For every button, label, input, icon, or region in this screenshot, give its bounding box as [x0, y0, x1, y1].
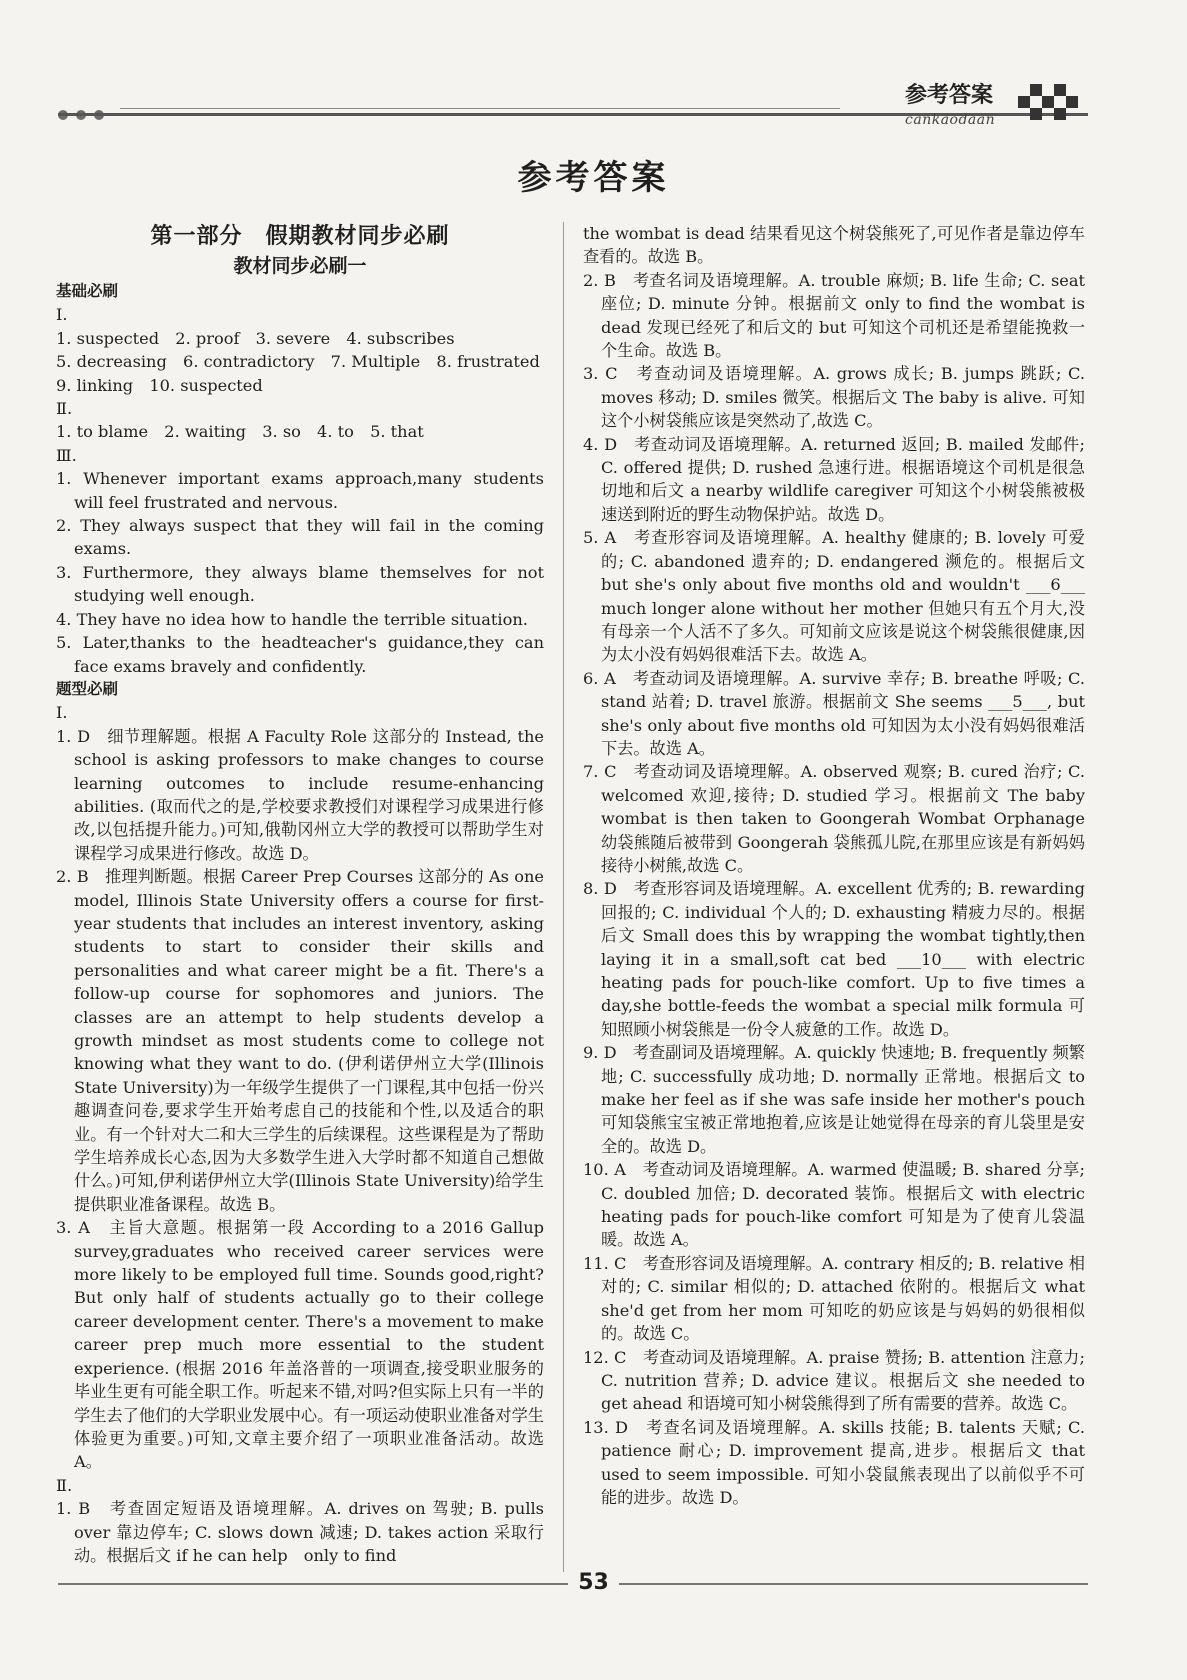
reading-answer: 1. D 细节理解题。根据 A Faculty Role 这部分的 Instead, the school is asking professors to make changes to course learning outcomes to include resume-enhancing abilities. (取而代之的是,学校要求教授们对课程学习成果进行修改,以包括提升能力。)可知,俄勒冈州立大学的教授可以帮助学生对课程学习成果进行修改。故选 D。	[56, 726, 544, 863]
vocab-line: 5. decreasing 6. contradictory 7. Multiple 8. frustrated	[56, 352, 540, 372]
cloze-continuation: the wombat is dead 结果看见这个树袋熊死了,可见作者是靠边停车查看的。故选 B。	[583, 224, 1085, 267]
sub-title: 教材同步必刷一	[233, 255, 367, 277]
cloze-answer: 10. A 考查动词及语境理解。A. warmed 使温暖; B. shared 分享; C. doubled 加倍; D. decorated 装饰。根据后文 with electric heating pads for pouch-like comfort 可知是为了使育儿袋温暖。故选 A。	[583, 1160, 1085, 1250]
cloze-answer: 3. C 考查动词及语境理解。A. grows 成长; B. jumps 跳跃; C. moves 移动; D. smiles 微笑。根据后文 The baby is alive. 可知这个小树袋熊应该是突然动了,故选 C。	[583, 364, 1085, 431]
roman-numeral: Ⅰ.	[56, 703, 68, 723]
cloze-answer: 2. B 考查名词及语境理解。A. trouble 麻烦; B. life 生命; C. seat 座位; D. minute 分钟。根据前文 only to find the wombat is dead 发现已经死了和后文的 but 可知这个司机还是希望能挽救一个生命。故选 B。	[583, 270, 1085, 361]
cloze-answer: 1. B 考查固定短语及语境理解。A. drives on 驾驶; B. pulls over 靠边停车; C. slows down 减速; D. takes action 采取行动。根据后文 if he can help only to find	[56, 1499, 544, 1565]
left-column	[56, 222, 544, 1567]
section-basic-title: 基础必刷	[56, 282, 119, 300]
roman-numeral: Ⅱ.	[56, 1475, 73, 1495]
cloze-answer: 12. C 考查动词及语境理解。A. praise 赞扬; B. attention 注意力; C. nutrition 营养; D. advice 建议。根据后文 she needed to get ahead 和语境可知小树袋熊得到了所有需要的营养。故选 C。	[583, 1347, 1085, 1414]
roman-numeral: Ⅰ.	[56, 305, 68, 325]
sentence-item: 3. Furthermore, they always blame themselves for not studying well enough.	[56, 562, 544, 606]
checker-decoration-icon	[1018, 84, 1082, 120]
header-title: 参考答案	[905, 83, 994, 108]
sentence-item: 2. They always suspect that they will fail in the coming exams.	[56, 516, 544, 559]
fill-line: 1. to blame 2. waiting 3. so 4. to 5. that	[56, 422, 424, 442]
vocab-line: 9. linking 10. suspected	[56, 375, 263, 395]
cloze-answer: 4. D 考查动词及语境理解。A. returned 返回; B. mailed 发邮件; C. offered 提供; D. rushed 急速行进。根据语境这个司机是很急切地和后文 a nearby wildlife caregiver 可知这个小树袋熊被极速送到附近的野生动物保护站。故选 D。	[583, 434, 1085, 524]
page-number-text: 53	[568, 1570, 619, 1595]
page-number	[0, 1570, 1187, 1595]
sentence-item: 1. Whenever important exams approach,many students will feel frustrated and nervous.	[56, 469, 544, 512]
sentence-item: 4. They have no idea how to handle the terrible situation.	[56, 609, 528, 629]
cloze-answer: 9. D 考查副词及语境理解。A. quickly 快速地; B. frequently 频繁地; C. successfully 成功地; D. normally 正常地。根据后文 to make her feel as if she was safe inside her mother's pouch 可知袋熊宝宝被正常地抱着,应该是让她觉得在母亲的育儿袋里是安全的。故选 D。	[583, 1043, 1085, 1156]
cloze-answer: 7. C 考查动词及语境理解。A. observed 观察; B. cured 治疗; C. welcomed 欢迎,接待; D. studied 学习。根据前文 The baby wombat is then taken to Goongerah Wombat Orphanage 幼袋熊随后被带到 Goongerah 袋熊孤儿院,在那里应该是有新妈妈接待小树熊,故选 C。	[583, 762, 1085, 875]
cloze-answer: 8. D 考查形容词及语境理解。A. excellent 优秀的; B. rewarding 回报的; C. individual 个人的; D. exhausting 精疲力尽的。根据后文 Small does this by wrapping the wombat tightly,then laying it in a small,soft cat bed ___10___ with electric heating pads for pouch-like comfort. Up to five times a day,she bottle-feeds the wombat a special milk formula 可知照顾小树袋熊是一份令人疲惫的工作。故选 D。	[583, 879, 1085, 1039]
part-title: 第一部分 假期教材同步必刷	[150, 224, 450, 249]
header-subtitle: cankaodaan	[905, 112, 996, 128]
right-column	[583, 222, 1085, 1509]
roman-numeral: Ⅲ.	[56, 445, 77, 465]
section-type-title: 题型必刷	[56, 679, 119, 698]
cloze-answer: 5. A 考查形容词及语境理解。A. healthy 健康的; B. lovely 可爱的; C. abandoned 遗弃的; D. endangered 濒危的。根据后文 but she's only about five months old and wouldn't ___6___ much longer alone without her mother 但她只有五个月大,没有母亲一个人活不了多久。可知前文应该是说这个树袋熊很健康,因为太小没有妈妈很难活下去。故选 A。	[583, 528, 1085, 665]
sentence-item: 5. Later,thanks to the headteacher's guidance,they can face exams bravely and confidently.	[56, 633, 544, 676]
cloze-answer: 11. C 考查形容词及语境理解。A. contrary 相反的; B. relative 相对的; C. similar 相似的; D. attached 依附的。根据后文 what she'd get from her mom 可知吃的奶应该是与妈妈的奶很相似的。故选 C。	[583, 1253, 1085, 1344]
page-title: 参考答案	[517, 158, 670, 198]
reading-answer: 3. A 主旨大意题。根据第一段 According to a 2016 Gallup survey,graduates who received career services were more likely to be employed full time. Sounds good,right? But only half of students actually go to their college career development center. There's a movement to make career prep much more essential to the student experience. (根据 2016 年盖洛普的一项调查,接受职业服务的毕业生更有可能全职工作。听起来不错,对吗?但实际上只有一半的学生去了他们的大学职业发展中心。有一项运动使职业准备对学生体验更为重要。)可知,文章主要介绍了一项职业准备活动。故选 A。	[56, 1218, 544, 1472]
reading-answer: 2. B 推理判断题。根据 Career Prep Courses 这部分的 As one model, Illinois State University offers a course for first-year students that includes an interest inventory, asking students to start to consider their skills and personalities and what career might be a fit. There's a follow-up course for sophomores and juniors. The classes are an attempt to help students develop a growth mindset as most students come to college not knowing what they want to do. (伊利诺伊州立大学(Illinois State University)为一年级学生提供了一门课程,其中包括一份兴趣调查问卷,要求学生开始考虑自己的技能和个性,以及适合的职业。有一个针对大二和大三学生的后续课程。这些课程是为了帮助学生培养成长心态,因为大多数学生进入大学时都不知道自己想做什么。)可知,伊利诺伊州立大学(Illinois State University)给学生提供职业准备课程。故选 B。	[56, 867, 544, 1214]
cloze-answer: 13. D 考查名词及语境理解。A. skills 技能; B. talents 天赋; C. patience 耐心; D. improvement 提高,进步。根据后文 that used to seem impossible. 可知小袋鼠熊表现出了以前似乎不可能的进步。故选 D。	[583, 1417, 1085, 1507]
vocab-line: 1. suspected 2. proof 3. severe 4. subscribes	[56, 328, 455, 348]
roman-numeral: Ⅱ.	[56, 399, 73, 419]
cloze-answer: 6. A 考查动词及语境理解。A. survive 幸存; B. breathe 呼吸; C. stand 站着; D. travel 旅游。根据前文 She seems ___5___, but she's only about five months old 可知因为太小没有妈妈很难活下去。故选 A。	[583, 668, 1085, 758]
column-divider	[563, 222, 564, 1572]
header-thin-rule	[120, 108, 840, 109]
